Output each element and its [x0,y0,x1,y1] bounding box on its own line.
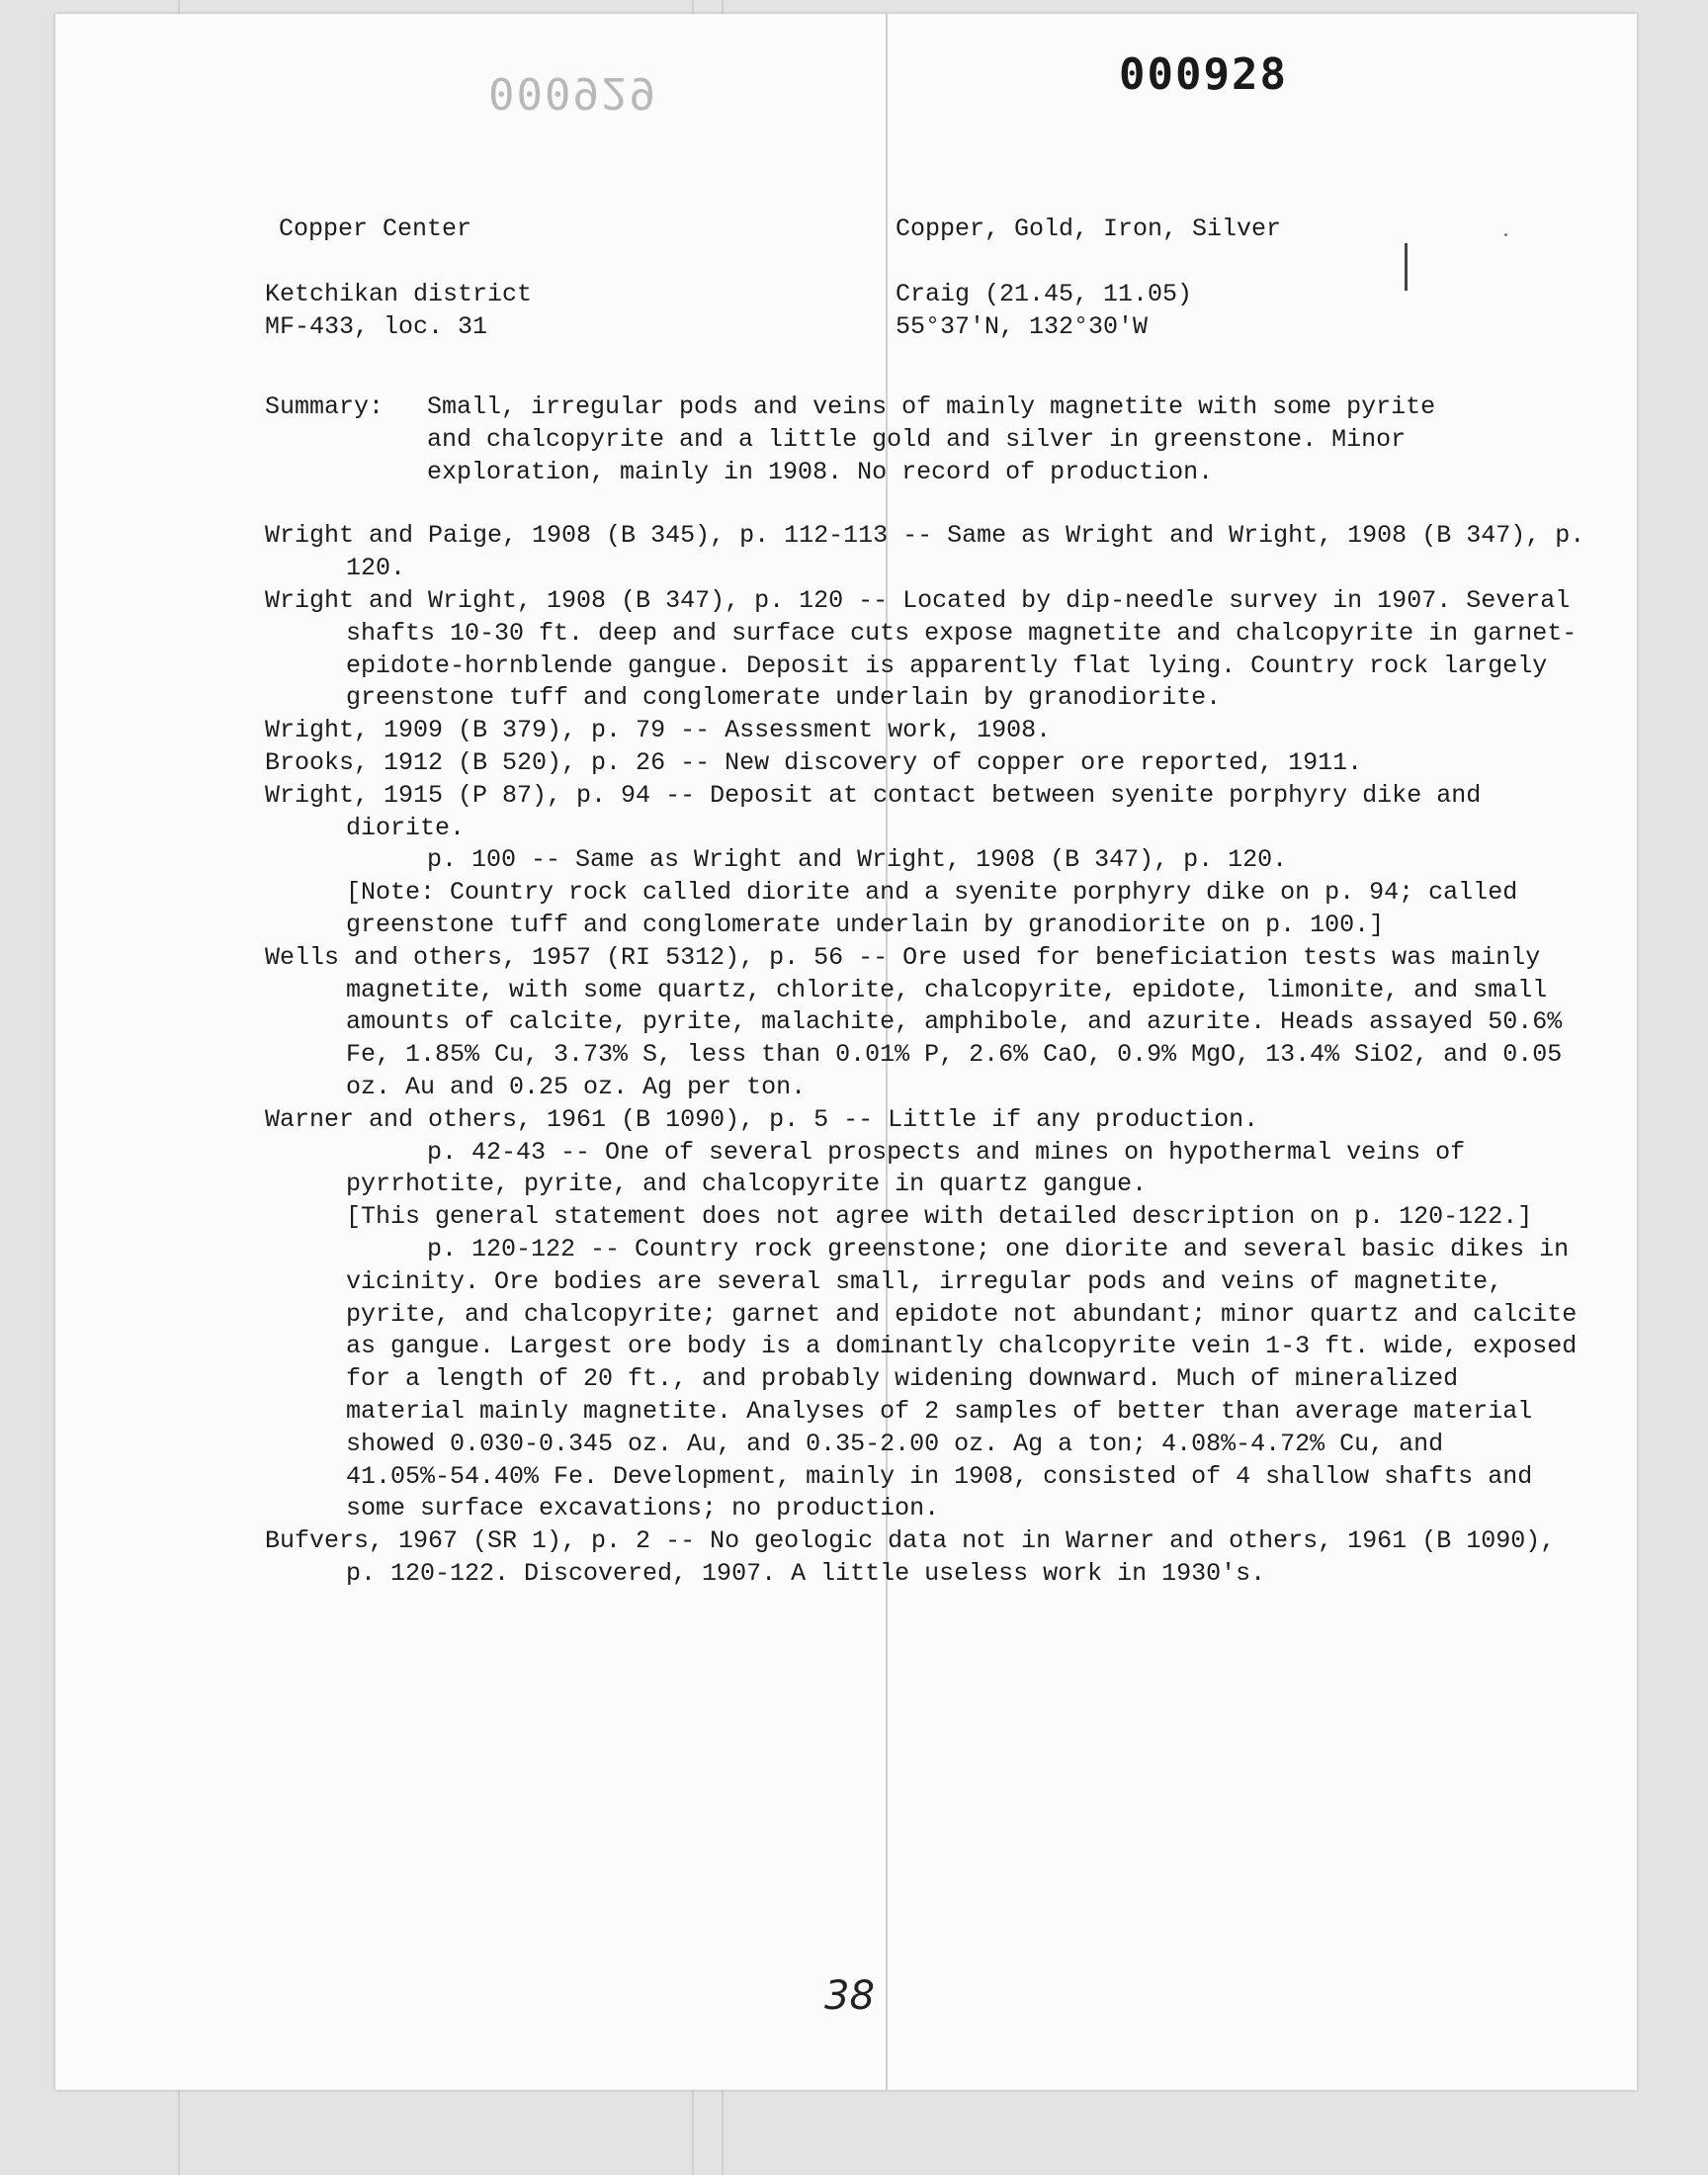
quadrangle: Craig (21.45, 11.05) [896,280,1193,308]
reference-entry: Wright, 1915 (P 87), p. 94 -- Deposit at contact between syenite porphyry dike and diorite. [265,780,1482,842]
reference-entry: Brooks, 1912 (B 520), p. 26 -- New discovery of copper ore reported, 1911. [265,747,1363,777]
editor-note: [This general statement does not agree with detailed description on p. 120-122.] [346,1202,1533,1232]
document-body [265,392,1589,1591]
map-reference: MF-433, loc. 31 [265,312,488,341]
editor-note: [Note: Country rock called diorite and a syenite porphyry dike on p. 94; called greenstone tuff and conglomerate underlain by granodiorite on p. 100.] [346,878,1518,939]
reference-subentry [265,1234,1589,1525]
deposit-name: Copper Center [279,215,472,243]
subentry-text: p. 100 -- Same as Wright and Wright, 1908 (B 347), p. 120. [427,845,1288,875]
reference-entry: Wright and Paige, 1908 (B 345), p. 112-113 -- Same as Wright and Wright, 1908 (B 347), p. 120. [265,521,1585,583]
subentry-text: p. 120-122 -- Country rock greenstone; one diorite and several basic dikes in vicinity. Ore bodies are several small, irregular pods and veins of magnetite, pyrite, and chalcopyrite; garnet and epidote not abundant; minor quartz and calcite as gangue. Largest ore body is a dominantly chalcopyrite vein 1-3 ft. wide, exposed for a length of 20 ft., and probably widening downward. Much of mineralized material mainly magnetite. Analyses of 2 samples of better than average material showed 0.030-0.345 oz. Au, and 0.35-2.00 oz. Ag a ton; 4.08%-4.72% Cu, and 41.05%-54.40% Fe. Development, mainly in 1908, consisted of 4 shallow shafts and some surface excavations; no production. [346,1234,1578,1523]
margin-dot [1504,233,1507,236]
district: Ketchikan district [265,280,533,308]
page-number: 38 [824,1973,875,2019]
summary-block [265,392,1589,488]
summary-label: Summary: [265,392,384,421]
reference-entry: Wright and Wright, 1908 (B 347), p. 120 -- Located by dip-needle survey in 1907. Several shafts 10-30 ft. deep and surface cuts expose magnetite and chalcopyrite in garnet-epidote-hornblende gangue. Deposit is apparently flat lying. Country rock largely greenstone tuff and conglomerate underlain by granodiorite. [265,585,1578,713]
reference-entry: Wells and others, 1957 (RI 5312), p. 56 -- Ore used for beneficiation tests was mainly magnetite, with some quartz, chlorite, chalcopyrite, epidote, limonite, and small amounts of calcite, pyrite, malachite, amphibole, and azurite. Heads assayed 50.6% Fe, 1.85% Cu, 3.73% S, less than 0.01% P, 2.6% CaO, 0.9% MgO, 13.4% SiO2, and 0.05 oz. Au and 0.25 oz. Ag per ton. [265,942,1563,1101]
reference-subentry [265,844,1589,877]
document-number-stamp: 000928 [1119,49,1288,100]
margin-pencil-mark [1405,243,1408,291]
coordinates: 55°37'N, 132°30'W [896,312,1149,341]
bleed-through-stamp: 000929 [488,67,657,118]
subentry-text: p. 42-43 -- One of several prospects and mines on hypothermal veins of pyrrhotite, pyrite, and chalcopyrite in quartz gangue. [346,1137,1466,1199]
reference-entry: Warner and others, 1961 (B 1090), p. 5 -- Little if any production. [265,1104,1259,1134]
document-page [55,14,1637,2090]
reference-entry: Bufvers, 1967 (SR 1), p. 2 -- No geologic data not in Warner and others, 1961 (B 1090), p. 120-122. Discovered, 1907. A little useless work in 1930's. [265,1526,1556,1588]
reference-entry: Wright, 1909 (B 379), p. 79 -- Assessment work, 1908. [265,716,1052,745]
reference-subentry [265,1137,1589,1202]
summary-text: Small, irregular pods and veins of mainly magnetite with some pyrite and chalcopyrite and a little gold and silver in greenstone. Minor exploration, mainly in 1908. No record of production. [427,392,1436,486]
commodities: Copper, Gold, Iron, Silver [896,215,1282,243]
